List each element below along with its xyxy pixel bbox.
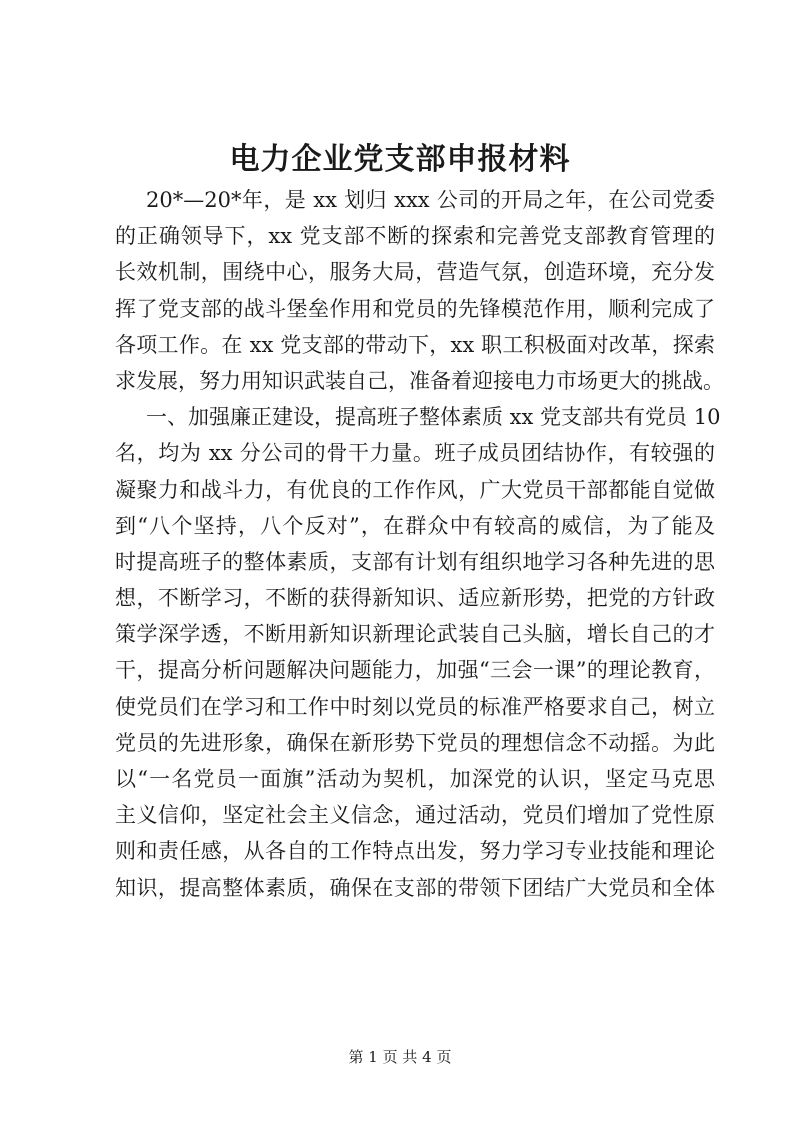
body-line: 知识，提高整体素质，确保在支部的带领下团结广大党员和全体	[115, 875, 715, 900]
body-line: 的正确领导下，xx 党支部不断的探索和完善党支部教育管理的	[115, 224, 715, 249]
body-line: 挥了党支部的战斗堡垒作用和党员的先锋模范作用，顺利完成了	[115, 296, 715, 321]
body-line: 20*—20*年，是 xx 划归 xxx 公司的开局之年，在公司党委	[146, 188, 715, 212]
page-footer: 第 1 页 共 4 页	[348, 1048, 452, 1066]
body-line: 求发展，努力用知识武装自己，准备着迎接电力市场更大的挑战。	[115, 368, 724, 393]
body-line: 一、加强廉正建设，提高班子整体素质 xx 党支部共有党员 10	[146, 405, 721, 430]
body-line: 名，均为 xx 分公司的骨干力量。班子成员团结协作，有较强的	[115, 441, 715, 466]
body-line: 主义信仰，坚定社会主义信念，通过活动，党员们增加了党性原	[115, 803, 715, 828]
document-title: 电力企业党支部申报材料	[229, 142, 571, 177]
body-line: 长效机制，围绕中心，服务大局，营造气氛，创造环境，充分发	[115, 260, 715, 285]
body-line: 想，不断学习，不断的获得新知识、适应新形势，把党的方针政	[115, 586, 715, 611]
body-line: 则和责任感，从各自的工作特点出发，努力学习专业技能和理论	[115, 839, 715, 864]
body-line: 各项工作。在 xx 党支部的带动下，xx 职工积极面对改革，探索	[115, 332, 715, 357]
body-line: 党员的先进形象，确保在新形势下党员的理想信念不动摇。为此	[115, 730, 715, 755]
body-line: 干，提高分析问题解决问题能力，加强“三会一课”的理论教育，	[115, 658, 715, 683]
body-line: 使党员们在学习和工作中时刻以党员的标准严格要求自己，树立	[115, 694, 715, 719]
body-line: 凝聚力和战斗力，有优良的工作作风，广大党员干部都能自觉做	[115, 477, 715, 502]
body-line: 以“一名党员一面旗”活动为契机，加深党的认识，坚定马克思	[115, 767, 715, 791]
body-line: 到“八个坚持，八个反对”，在群众中有较高的威信，为了能及	[115, 513, 715, 538]
body-line: 策学深学透，不断用新知识新理论武装自己头脑，增长自己的才	[115, 622, 715, 647]
document-body	[115, 182, 724, 906]
body-line: 时提高班子的整体素质，支部有计划有组织地学习各种先进的思	[115, 549, 715, 574]
